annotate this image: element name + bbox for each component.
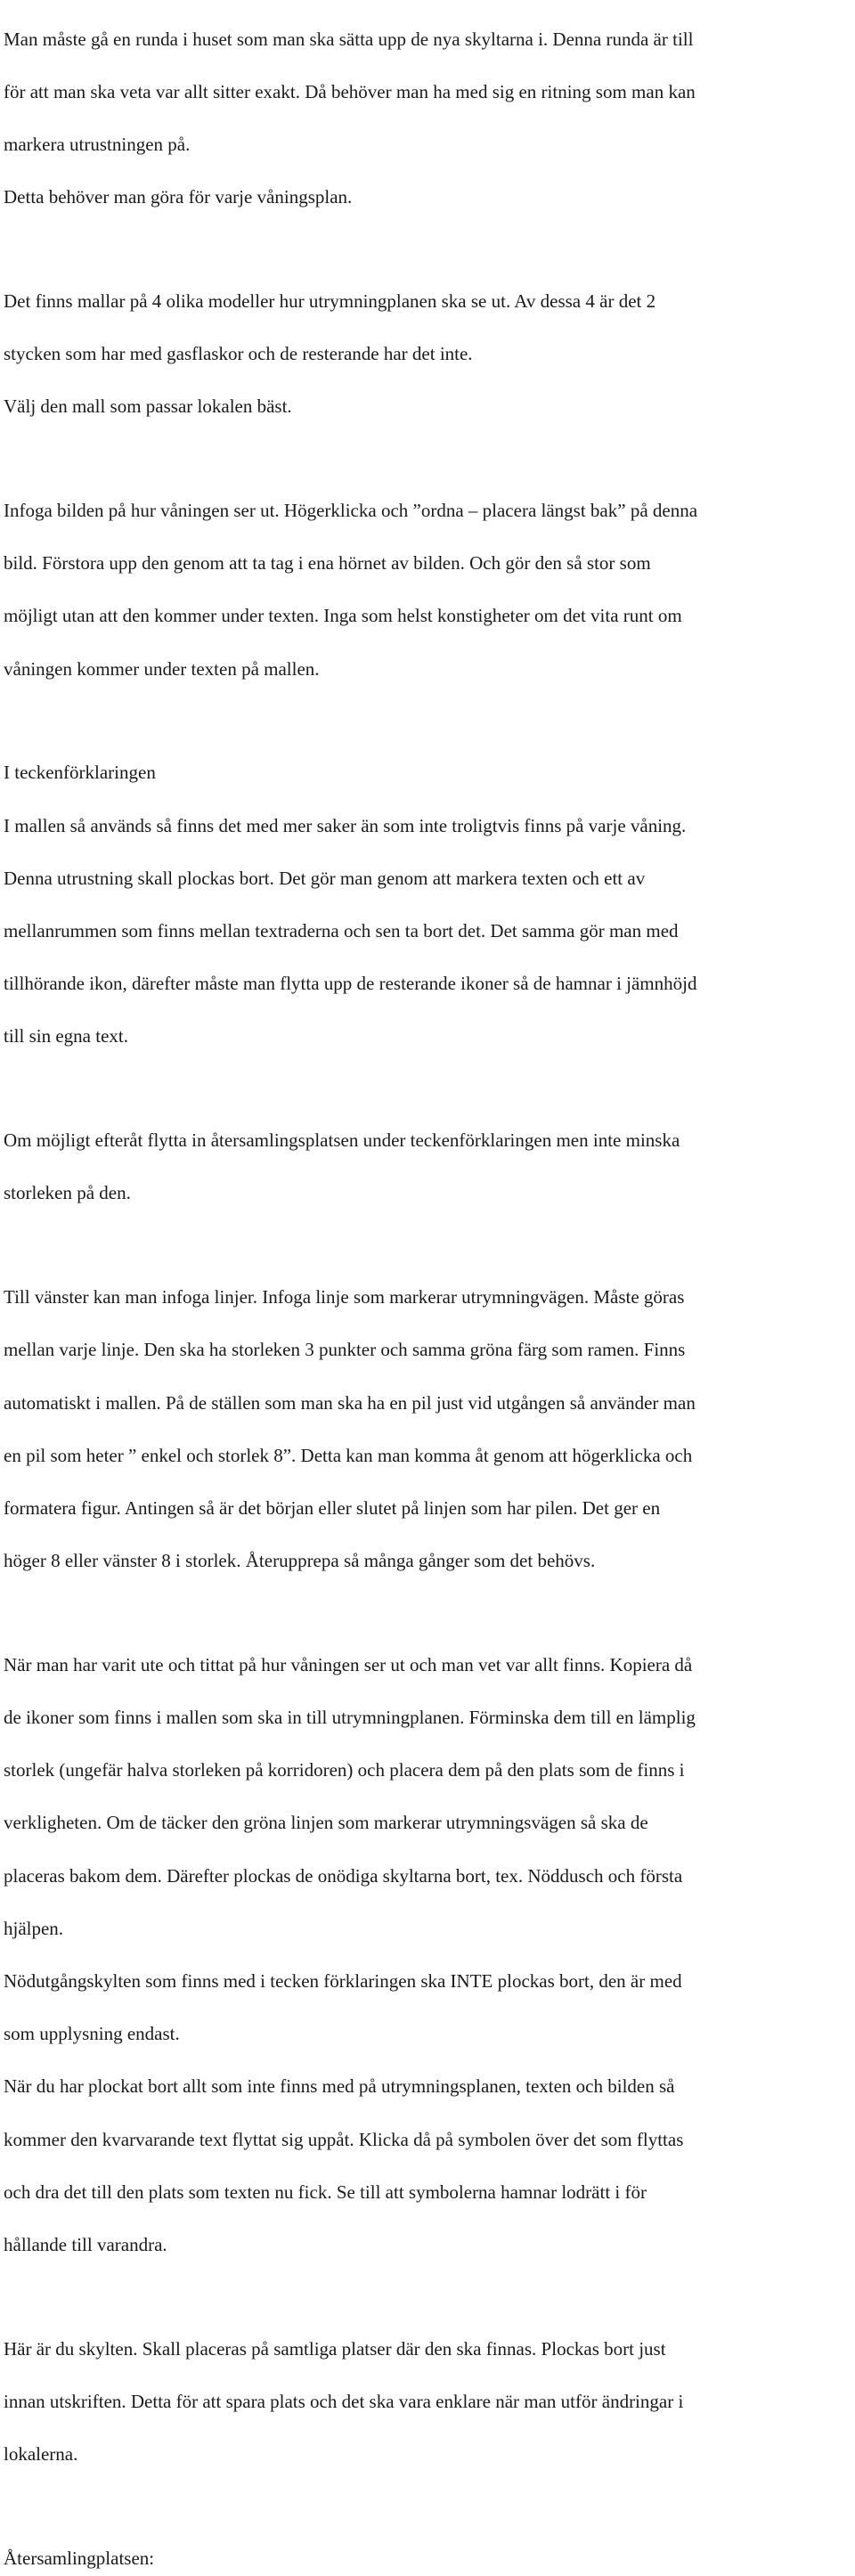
text-line: höger 8 eller vänster 8 i storlek. Återupprepa så många gånger som det behövs.: [4, 1550, 596, 1572]
text-line: tillhörande ikon, därefter måste man flytta upp de resterande ikoner så de hamnar i jämnhöjd: [4, 973, 697, 995]
text-line: kommer den kvarvarande text flyttat sig uppåt. Klicka då på symbolen över det som flyttas: [4, 2128, 684, 2150]
text-line: mellan varje linje. Den ska ha storleken 3 punkter och samma gröna färg som ramen. Finns: [4, 1339, 686, 1361]
text-line: stycken som har med gasflaskor och de resterande har det inte.: [4, 343, 473, 365]
text-line: formatera figur. Antingen så är det början eller slutet på linjen som har pilen. Det ger en: [4, 1496, 661, 1519]
text-line: en pil som heter ” enkel och storlek 8”. Detta kan man komma åt genom att högerklicka och: [4, 1444, 693, 1466]
paragraph-insert-image: [4, 472, 853, 709]
text-line: för att man ska veta var allt sitter exakt. Då behöver man ha med sig en ritning som man kan: [4, 80, 696, 102]
text-line: I mallen så används så finns det med mer saker än som inte troligtvis finns på varje våning.: [4, 814, 687, 836]
text-line: I teckenförklaringen: [4, 762, 156, 784]
text-line: Välj den mall som passar lokalen bäst.: [4, 395, 292, 418]
text-line: Detta behöver man göra för varje våningsplan.: [4, 186, 353, 208]
text-line: Återsamlingplatsen:: [4, 2547, 155, 2569]
text-line: När man har varit ute och tittat på hur våningen ser ut och man vet var allt finns. Kopiera då: [4, 1653, 693, 1675]
text-line: Infoga bilden på hur våningen ser ut. Högerklicka och ”ordna – placera längst bak” på denna: [4, 500, 698, 522]
paragraph-lines: [4, 1259, 853, 1602]
paragraph-icons: [4, 1626, 853, 2285]
text-line: hjälpen.: [4, 1917, 64, 1939]
text-line: Nödutgångskylten som finns med i tecken förklaringen ska INTE plockas bort, den är med: [4, 1969, 682, 1992]
text-line: Till vänster kan man infoga linjer. Infoga linje som markerar utrymningvägen. Måste göras: [4, 1286, 685, 1308]
text-line: lokalerna.: [4, 2443, 78, 2466]
text-line: bild. Förstora upp den genom att ta tag i ena hörnet av bilden. Och gör den så stor som: [4, 552, 651, 575]
text-line: Här är du skylten. Skall placeras på samtliga platser där den ska finnas. Plockas bort just: [4, 2337, 666, 2360]
paragraph-survey-intro: [4, 0, 853, 237]
paragraph-assembly-point: [4, 1102, 853, 1234]
text-line: hållande till varandra.: [4, 2233, 167, 2255]
text-line: de ikoner som finns i mallen som ska in till utrymningplanen. Förminska dem till en lämplig: [4, 1707, 696, 1729]
text-line: som upplysning endast.: [4, 2023, 180, 2045]
text-line: och dra det till den plats som texten nu fick. Se till att symbolerna hamnar lodrätt i för: [4, 2181, 647, 2203]
paragraph-sign: [4, 2310, 853, 2494]
paragraph-assembly-heading: [4, 2519, 853, 2576]
text-line: verkligheten. Om de täcker den gröna linjen som markerar utrymningsvägen så ska de: [4, 1812, 648, 1834]
text-line: Denna utrustning skall plockas bort. Det gör man genom att markera texten och ett av: [4, 867, 646, 889]
text-line: När du har plockat bort allt som inte finns med på utrymningsplanen, texten och bilden så: [4, 2075, 675, 2098]
paragraph-templates: [4, 262, 853, 446]
text-line: mellanrummen som finns mellan textraderna och sen ta bort det. Det samma gör man med: [4, 920, 679, 942]
paragraph-legend: [4, 734, 853, 1077]
text-line: automatiskt i mallen. På de ställen som man ska ha en pil just vid utgången så använder man: [4, 1391, 696, 1414]
text-line: till sin egna text.: [4, 1025, 128, 1048]
text-line: storleken på den.: [4, 1182, 131, 1204]
text-line: innan utskriften. Detta för att spara plats och det ska vara enklare när man utför ändringar i: [4, 2390, 684, 2412]
text-line: placeras bakom dem. Därefter plockas de onödiga skyltarna bort, tex. Nöddusch och första: [4, 1864, 683, 1887]
document-page: [4, 0, 853, 2576]
text-line: storlek (ungefär halva storleken på korridoren) och placera dem på den plats som de finns i: [4, 1759, 685, 1781]
text-line: Om möjligt efteråt flytta in återsamlingsplatsen under teckenförklaringen men inte minska: [4, 1129, 680, 1152]
text-line: Det finns mallar på 4 olika modeller hur utrymningplanen ska se ut. Av dessa 4 är det 2: [4, 289, 656, 312]
text-line: möjligt utan att den kommer under texten. Inga som helst konstigheter om det vita runt om: [4, 605, 682, 627]
text-line: Man måste gå en runda i huset som man ska sätta upp de nya skyltarna i. Denna runda är till: [4, 28, 694, 50]
text-line: våningen kommer under texten på mallen.: [4, 657, 320, 680]
text-line: markera utrustningen på.: [4, 133, 191, 155]
